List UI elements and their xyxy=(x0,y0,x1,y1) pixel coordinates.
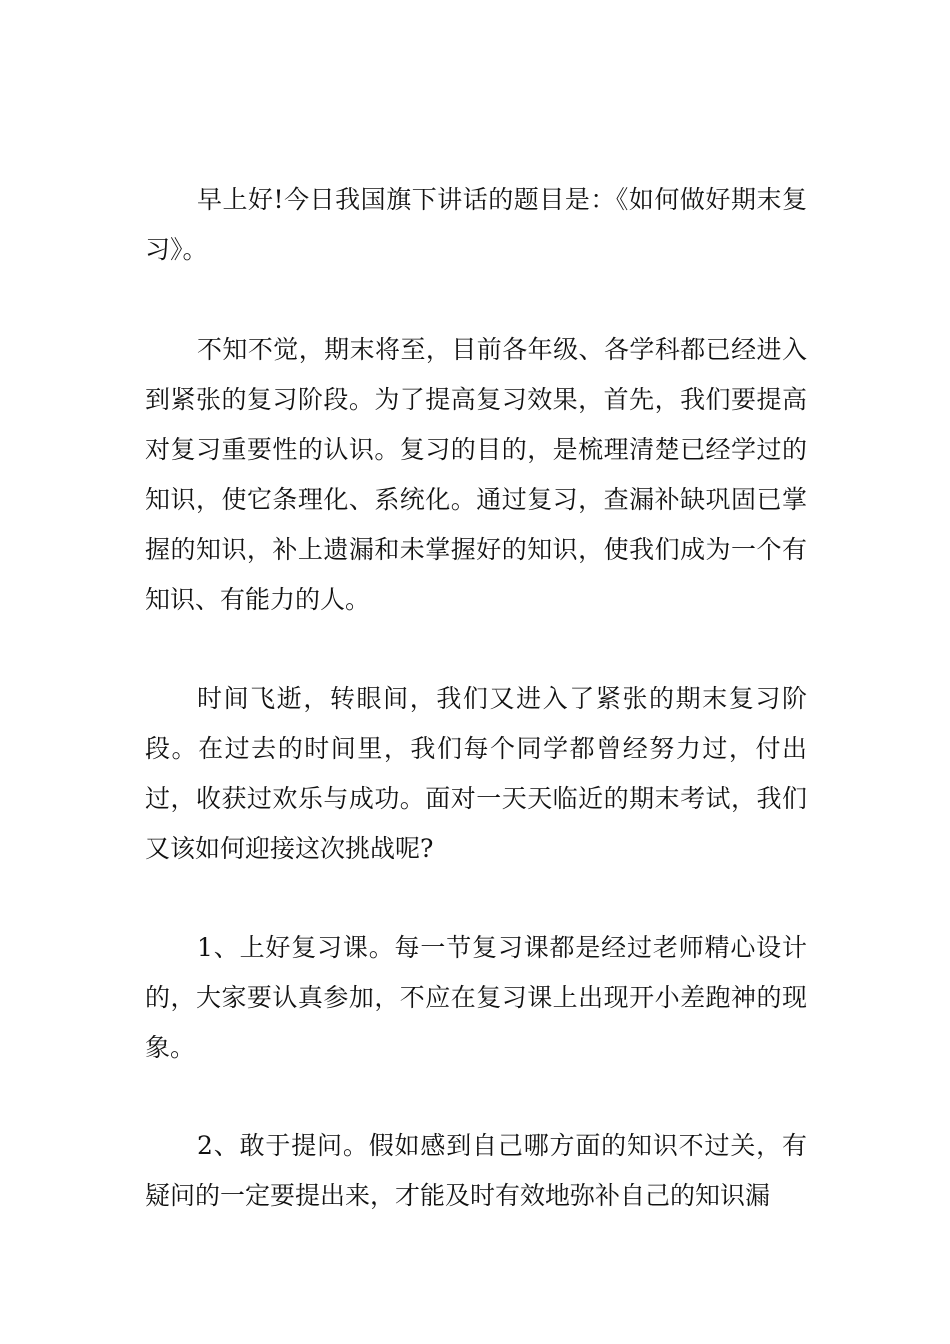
paragraph-time-flies: 时间飞逝，转眼间，我们又进入了紧张的期末复习阶段。在过去的时间里，我们每个同学都曾经努力过，付出过，收获过欢乐与成功。面对一天天临近的期末考试，我们又该如何迎接这次挑战呢? xyxy=(145,684,807,863)
paragraph-greeting: 早上好!今日我国旗下讲话的题目是：《如何做好期末复习》。 xyxy=(145,185,807,264)
paragraph-point-1: 1、上好复习课。每一节复习课都是经过老师精心设计的，大家要认真参加，不应在复习课上出现开小差跑神的现象。 xyxy=(145,933,807,1062)
paragraph-review-importance: 不知不觉，期末将至，目前各年级、各学科都已经进入到紧张的复习阶段。为了提高复习效果，首先，我们要提高对复习重要性的认识。复习的目的，是梳理清楚已经学过的知识，使它条理化、系统化。通过复习，查漏补缺巩固已掌握的知识，补上遗漏和未掌握好的知识，使我们成为一个有知识、有能力的人。 xyxy=(145,335,807,614)
paragraph-point-2: 2、敢于提问。假如感到自己哪方面的知识不过关，有疑问的一定要提出来，才能及时有效地弥补自己的知识漏 xyxy=(145,1131,807,1210)
